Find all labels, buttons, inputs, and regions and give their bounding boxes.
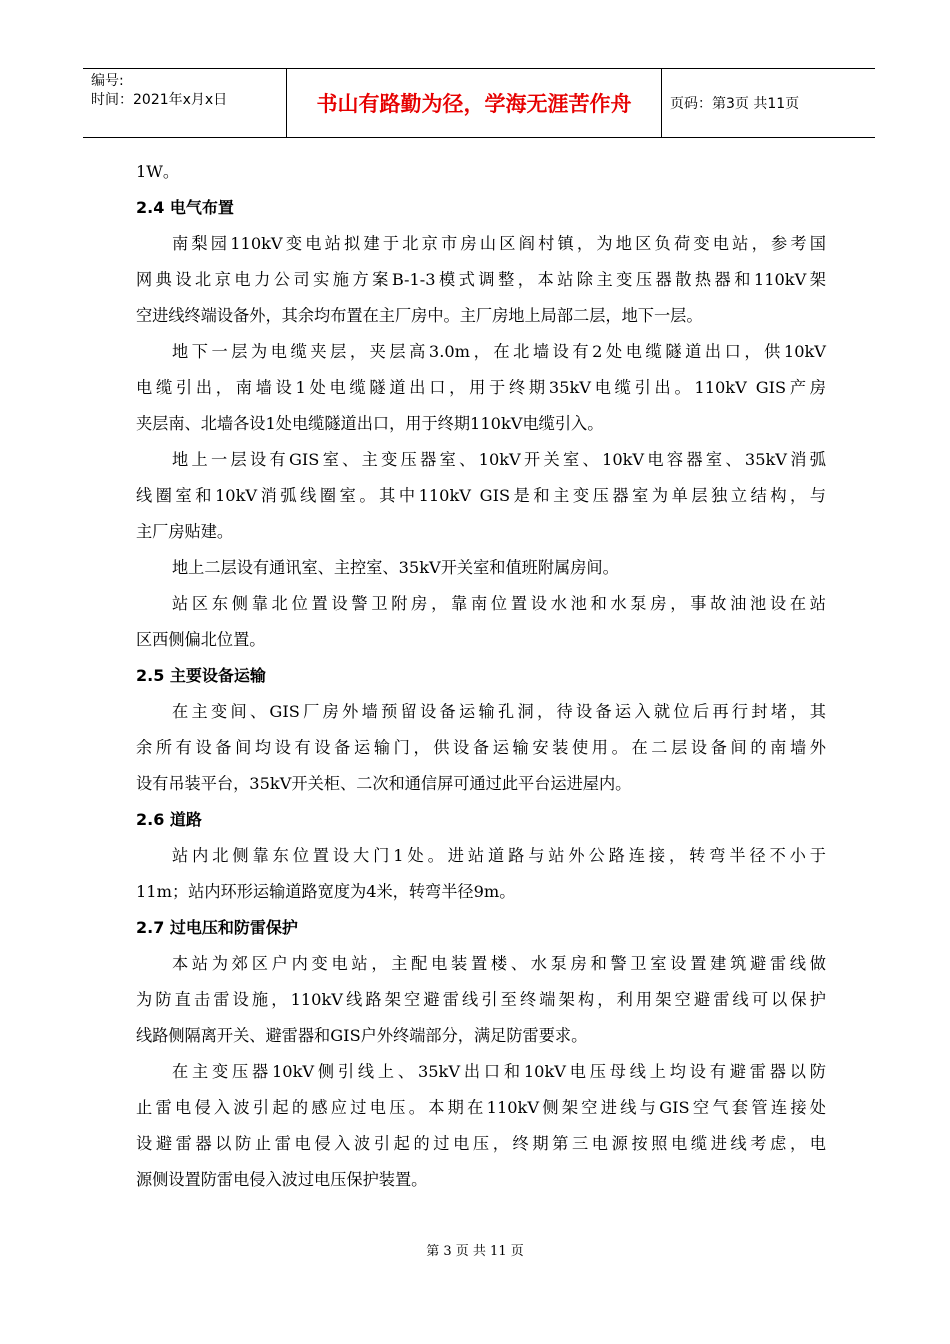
- section-heading: 2.5 主要设备运输: [136, 666, 266, 685]
- document-body: [136, 154, 826, 1198]
- paragraph-line: 地下一层为电缆夹层，夹层高3.0m，在北墙设有2处电缆隧道出口，供10kV: [172, 342, 826, 361]
- paragraph-line: 区西侧偏北位置。: [136, 630, 266, 649]
- paragraph-line: 设有吊装平台，35kV开关柜、二次和通信屏可通过此平台运进屋内。: [136, 774, 632, 793]
- paragraph-line: 南梨园110kV变电站拟建于北京市房山区阎村镇，为地区负荷变电站，参考国: [172, 234, 826, 253]
- paragraph-line: 主厂房贴建。: [136, 522, 234, 541]
- page-footer: 第 3 页 共 11 页: [426, 1244, 524, 1259]
- paragraph-line: 源侧设置防雷电侵入波过电压保护装置。: [136, 1170, 428, 1189]
- paragraph-line: 设避雷器以防止雷电侵入波引起的过电压，终期第三电源按照电缆进线考虑，电: [136, 1134, 826, 1153]
- section-heading: 2.7 过电压和防雷保护: [136, 918, 298, 937]
- paragraph-line: 夹层南、北墙各设1处电缆隧道出口，用于终期110kV电缆引入。: [136, 414, 604, 433]
- paragraph-line: 空进线终端设备外，其余均布置在主厂房中。主厂房地上局部二层，地下一层。: [136, 306, 703, 325]
- section-heading: 2.6 道路: [136, 810, 202, 829]
- paragraph-line: 地上二层设有通讯室、主控室、35kV开关室和值班附属房间。: [172, 558, 619, 577]
- paragraph-line: 线圈室和10kV消弧线圈室。其中110kV GIS是和主变压器室为单层独立结构，与: [136, 486, 826, 505]
- section-heading: 2.4 电气布置: [136, 198, 234, 217]
- document-time: 时间：2021年x月x日: [91, 92, 228, 108]
- paragraph-line: 11m；站内环形运输道路宽度为4米，转弯半径9m。: [136, 882, 516, 901]
- paragraph-line: 余所有设备间均设有设备运输门，供设备运输安装使用。在二层设备间的南墙外: [136, 738, 826, 757]
- paragraph-line: 网典设北京电力公司实施方案B-1-3模式调整，本站除主变压器散热器和110kV架: [136, 270, 826, 289]
- paragraph-line: 在主变间、GIS厂房外墙预留设备运输孔洞，待设备运入就位后再行封堵，其: [172, 702, 826, 721]
- paragraph-line: 站内北侧靠东位置设大门1处。进站道路与站外公路连接，转弯半径不小于: [172, 846, 826, 865]
- page-header: [83, 68, 875, 138]
- header-motto: 书山有路勤为径，学海无涯苦作舟: [287, 69, 662, 137]
- paragraph-line: 止雷电侵入波引起的感应过电压。本期在110kV侧架空进线与GIS空气套管连接处: [136, 1098, 826, 1117]
- paragraph-line: 电缆引出，南墙设1处电缆隧道出口，用于终期35kV电缆引出。110kV GIS产房: [136, 378, 826, 397]
- paragraph-line: 本站为郊区户内变电站，主配电装置楼、水泵房和警卫室设置建筑避雷线做: [172, 954, 826, 973]
- paragraph-line: 地上一层设有GIS室、主变压器室、10kV开关室、10kV电容器室、35kV消弧: [172, 450, 826, 469]
- document-number: 编号:: [91, 73, 124, 89]
- header-page-number: 页码：第3页 共11页: [670, 96, 800, 112]
- paragraph-line: 为防直击雷设施，110kV线路架空避雷线引至终端架构，利用架空避雷线可以保护: [136, 990, 826, 1009]
- header-info: [83, 69, 287, 137]
- paragraph-line: 1W。: [136, 162, 180, 181]
- paragraph-line: 站区东侧靠北位置设警卫附房，靠南位置设水池和水泵房，事故油池设在站: [172, 594, 826, 613]
- paragraph-line: 线路侧隔离开关、避雷器和GIS户外终端部分，满足防雷要求。: [136, 1026, 588, 1045]
- paragraph-line: 在主变压器10kV侧引线上、35kV出口和10kV电压母线上均设有避雷器以防: [172, 1062, 826, 1081]
